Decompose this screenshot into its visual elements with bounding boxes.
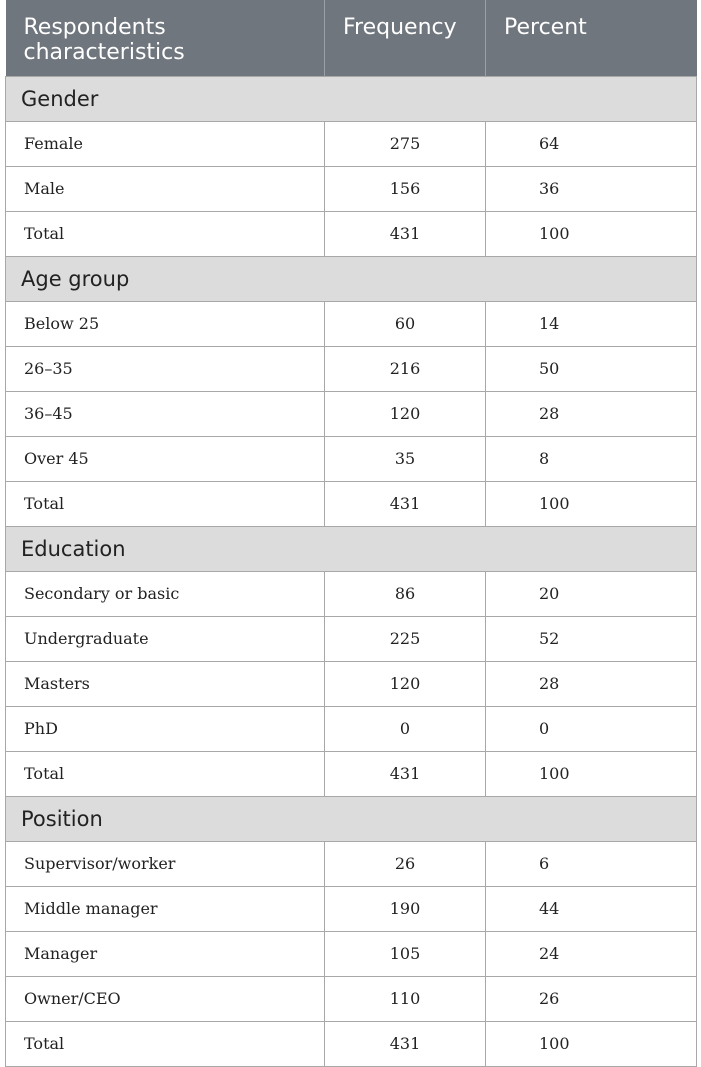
percent-cell: 28 [486,661,697,706]
frequency-cell: 190 [325,886,486,931]
frequency-cell: 110 [325,976,486,1021]
percent-cell: 26 [486,976,697,1021]
row-label: Masters [6,661,325,706]
percent-cell: 20 [486,571,697,616]
frequency-cell: 60 [325,301,486,346]
percent-cell: 50 [486,346,697,391]
row-label: Female [6,121,325,166]
table-row [6,751,697,796]
percent-cell: 100 [486,1021,697,1066]
percent-cell: 52 [486,616,697,661]
row-label: Manager [6,931,325,976]
frequency-cell: 86 [325,571,486,616]
row-label: 26–35 [6,346,325,391]
row-label: Male [6,166,325,211]
table-row [6,481,697,526]
percent-cell: 14 [486,301,697,346]
table-body [6,76,697,1066]
frequency-cell: 431 [325,1021,486,1066]
percent-cell: 100 [486,751,697,796]
percent-cell: 64 [486,121,697,166]
table-row [6,931,697,976]
respondents-table [5,0,697,1067]
frequency-cell: 26 [325,841,486,886]
frequency-cell: 156 [325,166,486,211]
row-label: Total [6,1021,325,1066]
section-title: Education [6,526,697,571]
table-row [6,571,697,616]
row-label: 36–45 [6,391,325,436]
frequency-cell: 431 [325,481,486,526]
row-label: Supervisor/worker [6,841,325,886]
header-percent: Percent [486,0,697,76]
section-title: Position [6,796,697,841]
table-row [6,1021,697,1066]
percent-cell: 6 [486,841,697,886]
table-row [6,976,697,1021]
row-label: Secondary or basic [6,571,325,616]
header-frequency: Frequency [325,0,486,76]
percent-cell: 100 [486,481,697,526]
section-row-position [6,796,697,841]
frequency-cell: 35 [325,436,486,481]
percent-cell: 24 [486,931,697,976]
frequency-cell: 225 [325,616,486,661]
table-row [6,301,697,346]
table-row [6,661,697,706]
frequency-cell: 216 [325,346,486,391]
table-row [6,346,697,391]
row-label: Total [6,211,325,256]
frequency-cell: 105 [325,931,486,976]
percent-cell: 44 [486,886,697,931]
percent-cell: 36 [486,166,697,211]
section-row-age-group [6,256,697,301]
frequency-cell: 431 [325,751,486,796]
percent-cell: 100 [486,211,697,256]
row-label: Undergraduate [6,616,325,661]
table-row [6,436,697,481]
section-title: Age group [6,256,697,301]
table-row [6,391,697,436]
table-row [6,841,697,886]
row-label: Over 45 [6,436,325,481]
row-label: Middle manager [6,886,325,931]
percent-cell: 0 [486,706,697,751]
row-label: Total [6,481,325,526]
frequency-cell: 120 [325,661,486,706]
frequency-cell: 275 [325,121,486,166]
section-title: Gender [6,76,697,121]
section-row-gender [6,76,697,121]
row-label: Total [6,751,325,796]
frequency-cell: 120 [325,391,486,436]
table-row [6,886,697,931]
frequency-cell: 431 [325,211,486,256]
table-row [6,121,697,166]
row-label: Owner/CEO [6,976,325,1021]
header-characteristics: Respondents characteristics [6,0,325,76]
section-row-education [6,526,697,571]
table-row [6,166,697,211]
percent-cell: 8 [486,436,697,481]
percent-cell: 28 [486,391,697,436]
frequency-cell: 0 [325,706,486,751]
table-row [6,211,697,256]
row-label: PhD [6,706,325,751]
table-row [6,616,697,661]
header-row [6,0,697,76]
table-row [6,706,697,751]
row-label: Below 25 [6,301,325,346]
